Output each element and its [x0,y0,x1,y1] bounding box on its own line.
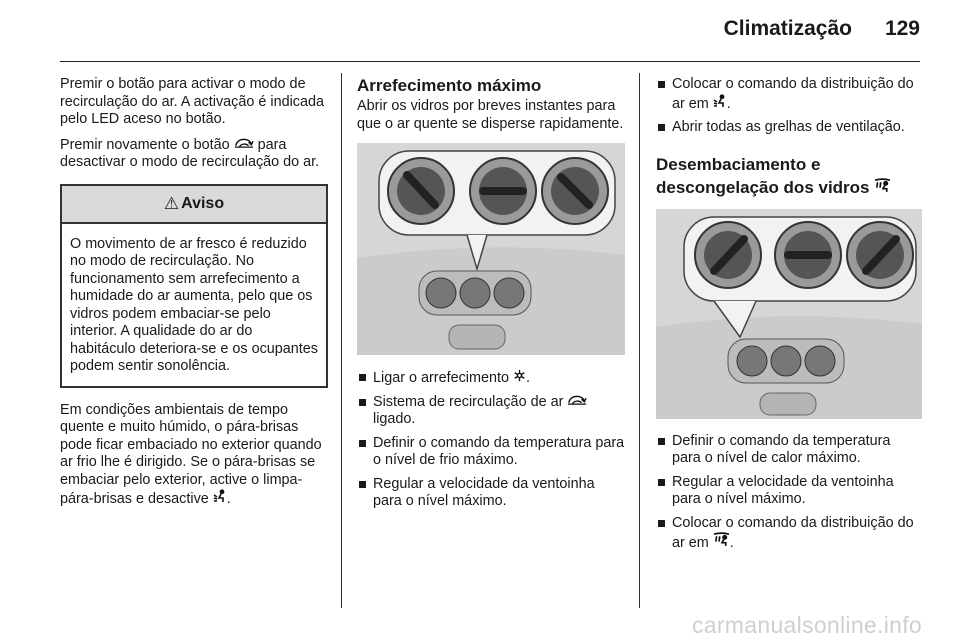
warning-body: O movimento de ar fresco é reduzido no modo de recirculação. No funcionamento sem arrefecimento a humidade do ar aumenta, pelo que os vidros podem embaciar-se pelo interior. A qualidade do ar do habitáculo deteriora-se e os ocupantes podem sentir sonolência. [70,235,318,374]
list-item: Ligar o arrefecimento . [357,369,625,388]
list-item: Sistema de recirculação de ar ligado. [357,394,625,429]
climate-control-illustration-cooling [357,143,625,355]
footwell-vent-icon [713,94,727,108]
watermark-site: carmanualsonline.info [691,612,922,638]
defrost-steps-list [656,433,922,553]
heading-max-cooling: Arrefecimento máximo [357,76,542,95]
column-3 [656,76,922,559]
list-item: Colocar o comando da distribuição do ar em . [656,515,922,553]
recirculation-icon [567,394,587,406]
recirculation-icon [234,137,254,149]
page-number: 129 [884,17,920,40]
climate-panel-image [656,209,922,419]
column-divider-2 [639,73,640,608]
list-item: Definir o comando da temperatura para o nível de calor máximo. [656,433,922,468]
windscreen-defrost-icon [713,532,730,547]
ventilation-steps-list [656,76,922,137]
paragraph-recirc-activate: Premir o botão para activar o modo de recirculação do ar. A activação é indicada pelo LED aceso no botão. [60,76,324,127]
paragraph-open-windows: Abrir os vidros por breves instantes para que o ar quente se disperse rapidamente. [357,98,624,132]
footwell-vent-icon [213,489,227,503]
warning-title: Aviso [181,194,225,212]
warning-triangle-icon: ⚠ [163,193,180,213]
paragraph-humid-conditions: Em condições ambientais de tempo quente e muito húmido, o pára-brisas pode ficar embaciado no exterior quando ar frio lhe é dirigido. Se o pára-brisas se embaciar pelo exterior, active o limpa-pára-brisas e desactive . [60,401,322,507]
column-divider-1 [341,73,342,608]
paragraph-recirc-deactivate: Premir novamente o botão para desactivar o modo de recirculação do ar. [60,136,320,170]
heading-defrost: Desembaciamento e descongelação dos vidros [656,153,922,199]
snowflake-icon [513,369,526,382]
column-2 [357,76,625,517]
list-item: Definir o comando da temperatura para o nível de frio máximo. [357,435,625,470]
list-item: Regular a velocidade da ventoinha para o nível máximo. [656,474,922,509]
list-item: Colocar o comando da distribuição do ar em . [656,76,922,113]
page-header [0,0,960,62]
windscreen-defrost-icon [874,178,891,193]
cooling-steps-list [357,369,625,511]
list-item: Abrir todas as grelhas de ventilação. [656,119,922,137]
list-item: Regular a velocidade da ventoinha para o nível máximo. [357,476,625,511]
column-1 [60,76,328,517]
page-title: Climatização [723,17,852,40]
climate-control-illustration-defrost [656,209,922,419]
warning-header [62,186,326,224]
warning-box [60,184,328,388]
climate-panel-image [357,143,625,355]
header-rule [60,61,920,62]
